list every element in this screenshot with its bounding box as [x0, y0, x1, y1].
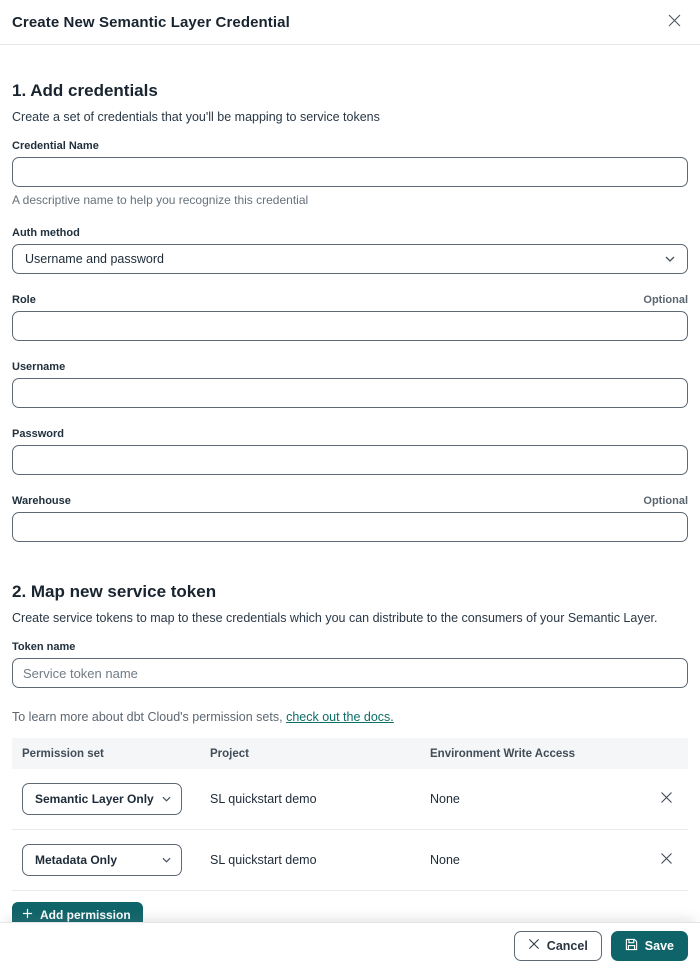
section2-description: Create service tokens to map to these credentials which you can distribute to the consumers of your Semantic Layer.: [12, 611, 658, 625]
add-permission-button[interactable]: [12, 902, 143, 922]
password-label: Password: [12, 428, 64, 440]
permissions-table: [12, 738, 688, 891]
auth-method-label: Auth method: [12, 227, 80, 239]
environment-write-access-cell: None: [430, 792, 460, 806]
permission-set-selected-value: Metadata Only: [35, 853, 118, 867]
role-input[interactable]: [12, 311, 688, 341]
modal-body: [0, 45, 700, 922]
role-label: Role: [12, 294, 36, 306]
save-button[interactable]: [611, 931, 688, 961]
column-header-permission-set: Permission set: [22, 747, 104, 760]
role-optional-tag: Optional: [643, 294, 688, 306]
add-permission-label: Add permission: [40, 908, 131, 922]
project-cell: SL quickstart demo: [210, 792, 317, 806]
credential-name-input[interactable]: [12, 157, 688, 187]
remove-permission-button[interactable]: [644, 787, 688, 811]
save-button-label: Save: [644, 938, 674, 953]
permission-set-select[interactable]: [22, 844, 182, 876]
save-disk-icon: [625, 938, 638, 954]
table-row: [12, 830, 688, 891]
docs-link[interactable]: check out the docs.: [286, 710, 394, 724]
close-icon: [667, 13, 682, 31]
modal-title: Create New Semantic Layer Credential: [12, 13, 290, 31]
table-row: [12, 769, 688, 830]
permission-set-selected-value: Semantic Layer Only: [35, 792, 154, 806]
auth-method-selected-value: Username and password: [25, 252, 164, 266]
chevron-down-icon: [162, 857, 171, 863]
username-input[interactable]: [12, 378, 688, 408]
docs-line: [12, 710, 688, 724]
close-button[interactable]: [663, 9, 686, 35]
password-input[interactable]: [12, 445, 688, 475]
cancel-button-label: Cancel: [546, 938, 588, 953]
token-name-input[interactable]: [12, 658, 688, 688]
close-icon: [660, 852, 673, 868]
modal-header: [0, 0, 700, 45]
username-label: Username: [12, 361, 66, 373]
warehouse-label: Warehouse: [12, 495, 71, 507]
warehouse-optional-tag: Optional: [643, 495, 688, 507]
credential-name-helper: A descriptive name to help you recognize this credential: [12, 193, 309, 207]
auth-method-select[interactable]: [12, 244, 688, 274]
section1-description: Create a set of credentials that you'll be mapping to service tokens: [12, 110, 380, 124]
section2-heading: 2. Map new service token: [12, 582, 217, 601]
chevron-down-icon: [665, 256, 675, 262]
column-header-environment-write-access: Environment Write Access: [430, 747, 576, 760]
credential-name-label: Credential Name: [12, 140, 99, 152]
section1-heading: 1. Add credentials: [12, 81, 158, 100]
permissions-table-header: [12, 738, 688, 769]
permission-set-select[interactable]: [22, 783, 182, 815]
close-icon: [528, 938, 540, 953]
plus-icon: [22, 908, 33, 922]
project-cell: SL quickstart demo: [210, 853, 317, 867]
column-header-project: Project: [210, 747, 249, 760]
chevron-down-icon: [162, 796, 171, 802]
close-icon: [660, 791, 673, 807]
cancel-button[interactable]: [514, 931, 602, 961]
token-name-label: Token name: [12, 641, 76, 653]
modal-footer: [0, 922, 700, 968]
remove-permission-button[interactable]: [644, 848, 688, 872]
warehouse-input[interactable]: [12, 512, 688, 542]
docs-text: To learn more about dbt Cloud's permission sets,: [12, 710, 287, 724]
environment-write-access-cell: None: [430, 853, 460, 867]
